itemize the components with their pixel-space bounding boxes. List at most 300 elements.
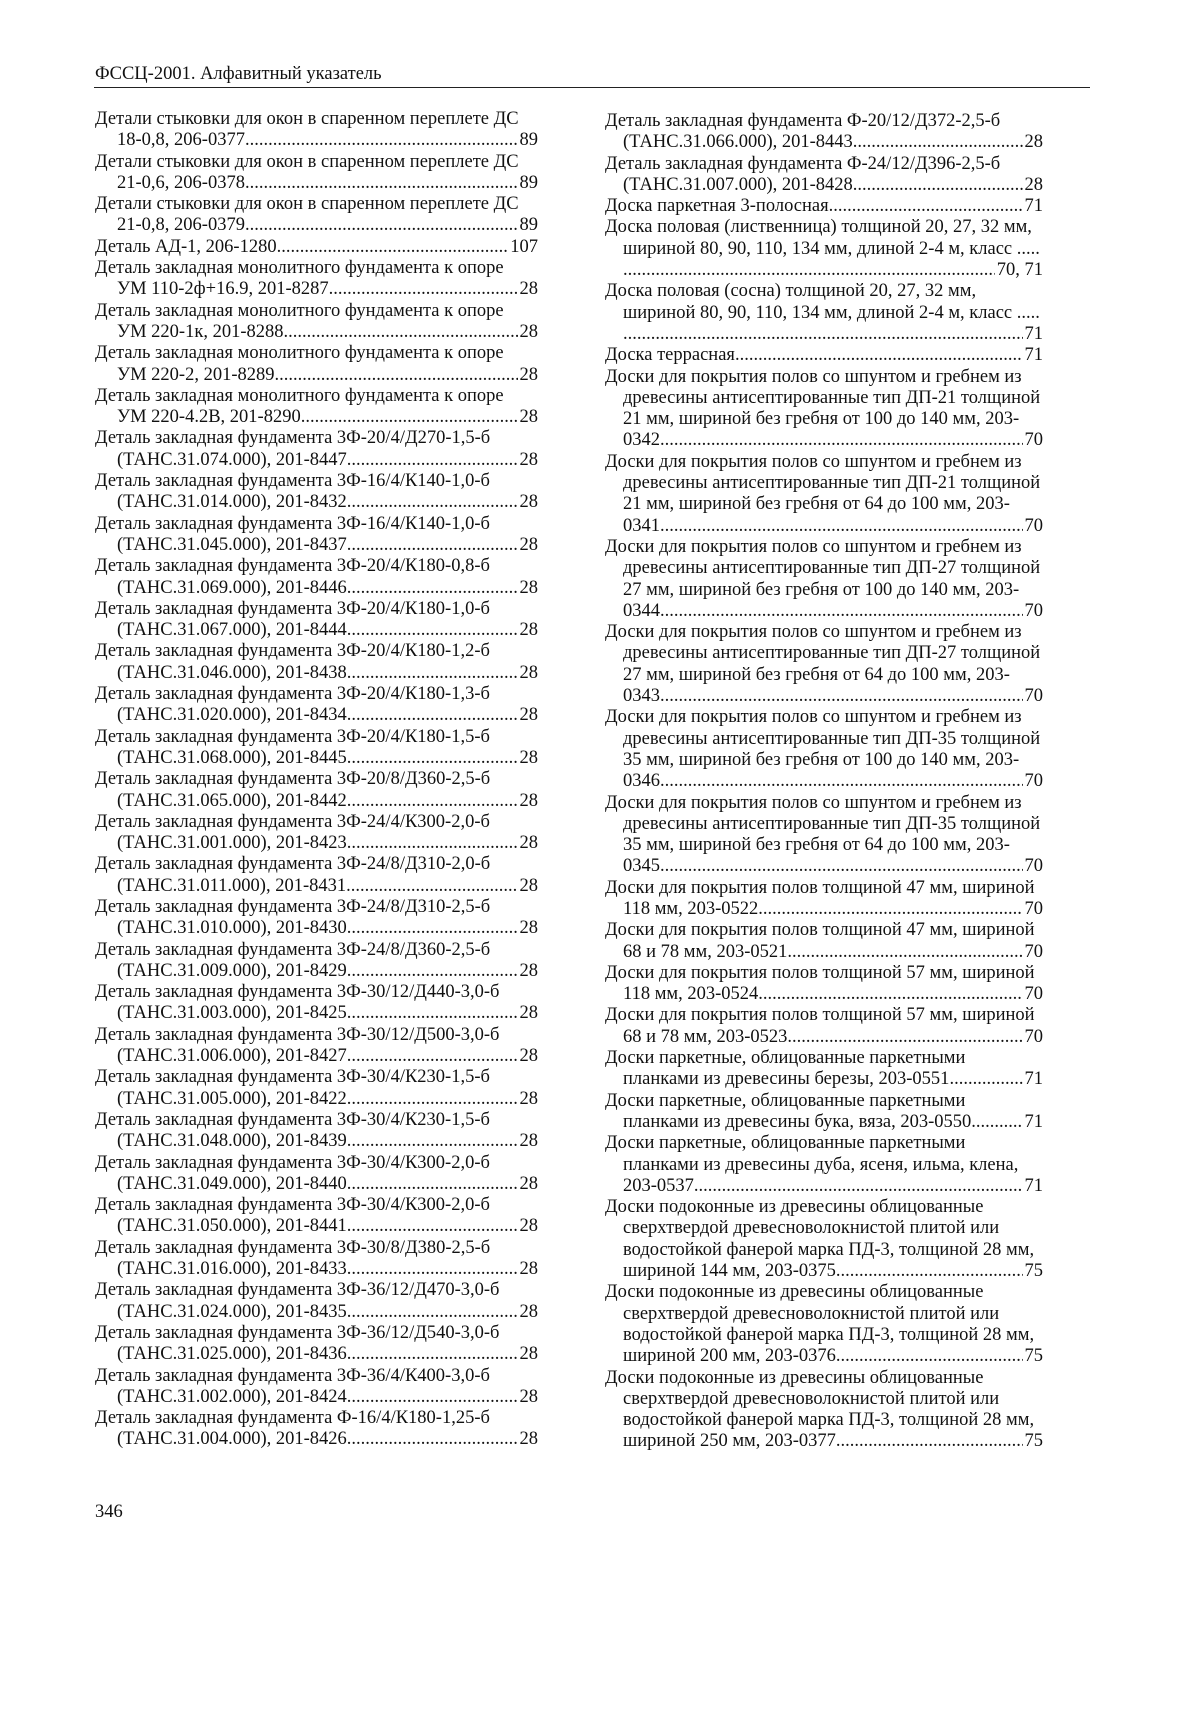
entry-text: водостойкой фанерой марка ПД-3, толщиной 28 мм, — [623, 1410, 1035, 1431]
index-entry — [605, 1005, 1043, 1048]
entry-line — [605, 1304, 1043, 1325]
entry-line — [605, 707, 1043, 728]
entry-line — [95, 599, 538, 620]
index-entry — [95, 897, 538, 940]
page-reference: 28 — [519, 1131, 538, 1152]
entry-text: 27 мм, шириной без гребня от 100 до 140 мм, 203- — [623, 579, 1020, 600]
entry-line — [95, 109, 538, 130]
entry-line — [605, 750, 1043, 771]
page-reference: 28 — [519, 875, 538, 896]
entry-line — [95, 535, 538, 556]
index-entry — [95, 641, 538, 684]
entry-text: (ТАНС.31.004.000), 201-8426 — [117, 1429, 347, 1450]
entry-text: Доска половая (лиственница) толщиной 20, 27, 32 мм, — [605, 217, 1032, 238]
entry-line — [605, 601, 1043, 622]
page-reference: 28 — [519, 833, 538, 854]
dot-leader — [347, 578, 518, 599]
dot-leader — [283, 322, 517, 343]
entry-text: Доски паркетные, облицованные паркетными — [605, 1090, 966, 1111]
entry-text: 21 мм, шириной без гребня от 64 до 100 мм, 203- — [623, 494, 1010, 515]
entry-line — [95, 1025, 538, 1046]
dot-leader — [347, 450, 518, 471]
dot-leader — [836, 1261, 1023, 1282]
index-entry — [605, 622, 1043, 707]
entry-line — [605, 111, 1043, 132]
entry-text: Деталь закладная фундамента 3Ф-36/12/Д540-3,0-б — [95, 1322, 500, 1343]
entry-line — [605, 793, 1043, 814]
page-reference: 71 — [1024, 1175, 1043, 1196]
running-header: ФССЦ-2001. Алфавитный указатель — [95, 64, 382, 84]
page-reference: 28 — [519, 1216, 538, 1237]
entry-text: Деталь закладная монолитного фундамента к опоре — [95, 300, 504, 321]
page-reference: 70 — [1024, 984, 1043, 1005]
entry-line — [95, 471, 538, 492]
entry-text: 0342 — [623, 430, 660, 451]
entry-line — [605, 1325, 1043, 1346]
dot-leader — [346, 876, 517, 897]
entry-line — [605, 856, 1043, 877]
entry-text: Деталь закладная фундамента 3Ф-16/4/К140-1,0-б — [95, 513, 490, 534]
entry-line — [605, 217, 1043, 238]
entry-line — [95, 769, 538, 790]
entry-line — [605, 920, 1043, 941]
entry-text: Деталь закладная фундамента 3Ф-20/4/К180-1,2-б — [95, 641, 490, 662]
entry-text: 0345 — [623, 856, 660, 877]
entry-line — [605, 963, 1043, 984]
entry-line — [95, 428, 538, 449]
dot-leader — [836, 1431, 1023, 1452]
entry-text: (ТАНС.31.046.000), 201-8438 — [117, 662, 347, 683]
entry-line — [95, 748, 538, 769]
entry-line — [605, 409, 1043, 430]
dot-leader — [347, 748, 518, 769]
entry-line — [95, 1216, 538, 1237]
dot-leader — [347, 791, 518, 812]
dot-leader — [275, 365, 518, 386]
entry-line — [95, 940, 538, 961]
entry-line — [95, 812, 538, 833]
index-entry — [95, 343, 538, 386]
index-entry — [95, 1195, 538, 1238]
page-reference: 75 — [1024, 1346, 1043, 1367]
entry-line — [95, 1408, 538, 1429]
entry-line — [605, 1176, 1043, 1197]
page-reference: 28 — [519, 1386, 538, 1407]
dot-leader — [245, 215, 518, 236]
entry-text: Деталь АД-1, 206-1280 — [95, 236, 277, 257]
entry-text: (ТАНС.31.048.000), 201-8439 — [117, 1131, 347, 1152]
entry-line — [95, 322, 538, 343]
page-reference: 28 — [519, 1344, 538, 1365]
entry-line — [95, 1003, 538, 1024]
entry-text: планками из древесины бука, вяза, 203-0550 — [623, 1111, 972, 1132]
dot-leader — [660, 601, 1023, 622]
entry-text: Деталь закладная фундамента 3Ф-30/8/Д380-2,5-б — [95, 1237, 491, 1258]
entry-line — [605, 1240, 1043, 1261]
entry-line — [95, 1259, 538, 1280]
index-entry — [95, 428, 538, 471]
entry-text: Доски паркетные, облицованные паркетными — [605, 1133, 966, 1154]
page-reference: 28 — [519, 1429, 538, 1450]
header-rule — [94, 87, 1090, 88]
entry-line — [605, 239, 1043, 260]
dot-leader — [347, 833, 518, 854]
entry-text: Деталь закладная фундамента 3Ф-20/8/Д360-2,5-б — [95, 769, 491, 790]
dot-leader — [347, 1089, 518, 1110]
entry-line — [605, 1368, 1043, 1389]
index-entry — [95, 1280, 538, 1323]
entry-text: 0341 — [623, 515, 660, 536]
entry-line — [605, 1410, 1043, 1431]
index-entry — [95, 152, 538, 195]
entry-line — [605, 345, 1043, 366]
entry-text: шириной 144 мм, 203-0375 — [623, 1261, 836, 1282]
entry-text: Доски для покрытия полов со шпунтом и гребнем из — [605, 792, 1022, 813]
entry-text: (ТАНС.31.003.000), 201-8425 — [117, 1003, 347, 1024]
index-entry — [605, 217, 1043, 281]
entry-line — [95, 1067, 538, 1088]
entry-text: 35 мм, шириной без гребня от 64 до 100 мм, 203- — [623, 835, 1010, 856]
entry-text: Деталь закладная фундамента 3Ф-36/12/Д470-3,0-б — [95, 1280, 500, 1301]
entry-text: (ТАНС.31.067.000), 201-8444 — [117, 620, 347, 641]
index-entry — [605, 1282, 1043, 1367]
entry-line — [605, 324, 1043, 345]
index-entry — [95, 514, 538, 557]
dot-leader — [347, 1003, 518, 1024]
entry-text: Детали стыковки для окон в спаренном переплете ДС — [95, 109, 519, 129]
entry-text: (ТАНС.31.069.000), 201-8446 — [117, 577, 347, 598]
entry-line — [95, 237, 538, 258]
entry-line — [605, 452, 1043, 473]
dot-leader — [787, 942, 1022, 963]
entry-line — [605, 1069, 1043, 1090]
entry-line — [95, 450, 538, 471]
entry-text: Деталь закладная фундамента 3Ф-30/4/К230-1,5-б — [95, 1067, 490, 1088]
page-reference: 28 — [519, 449, 538, 470]
entry-line — [605, 303, 1043, 324]
index-entry — [95, 1153, 538, 1196]
entry-text: (ТАНС.31.016.000), 201-8433 — [117, 1259, 347, 1280]
entry-text: сверхтвердой древесноволокнистой плитой или — [623, 1218, 1000, 1239]
dot-leader — [347, 705, 518, 726]
entry-line — [95, 876, 538, 897]
entry-line — [95, 130, 538, 151]
entry-text: Деталь закладная фундамента 3Ф-30/12/Д500-3,0-б — [95, 1024, 500, 1045]
entry-line — [605, 1112, 1043, 1133]
entry-text: УМ 220-2, 201-8289 — [117, 364, 275, 385]
index-entry — [95, 854, 538, 897]
entry-line — [95, 897, 538, 918]
index-entry — [95, 258, 538, 301]
entry-text: (ТАНС.31.024.000), 201-8435 — [117, 1301, 347, 1322]
index-entry — [95, 727, 538, 770]
page-reference: 70 — [1024, 430, 1043, 451]
entry-line — [95, 1429, 538, 1450]
entry-line — [95, 727, 538, 748]
entry-line — [95, 556, 538, 577]
entry-text: Деталь закладная фундамента Ф-16/4/К180-1,25-б — [95, 1408, 490, 1429]
entry-line — [605, 1389, 1043, 1410]
dot-leader — [623, 260, 995, 281]
entry-text: Деталь закладная фундамента 3Ф-24/4/К300-2,0-б — [95, 811, 490, 832]
entry-text: Доска половая (сосна) толщиной 20, 27, 32 мм, — [605, 281, 977, 302]
entry-text: 118 мм, 203-0524 — [623, 984, 759, 1005]
entry-line — [95, 1387, 538, 1408]
entry-text: шириной 80, 90, 110, 134 мм, длиной 2-4 м, класс ..... — [623, 302, 1040, 323]
entry-line — [605, 516, 1043, 537]
entry-text: 18-0,8, 206-0377 — [117, 130, 245, 151]
entry-text: Деталь закладная фундамента 3Ф-20/4/К180-1,5-б — [95, 726, 490, 747]
entry-line — [605, 1155, 1043, 1176]
index-entry — [95, 1025, 538, 1068]
entry-line — [95, 407, 538, 428]
entry-line — [605, 729, 1043, 750]
entry-text: древесины антисептированные тип ДП-35 толщиной — [623, 813, 1041, 834]
entry-text: 118 мм, 203-0522 — [623, 898, 759, 919]
entry-text: 27 мм, шириной без гребня от 64 до 100 мм, 203- — [623, 664, 1010, 685]
entry-line — [605, 175, 1043, 196]
entry-text: (ТАНС.31.009.000), 201-8429 — [117, 960, 347, 981]
entry-text: (ТАНС.31.045.000), 201-8437 — [117, 534, 347, 555]
page-reference: 70 — [1024, 515, 1043, 536]
page-reference: 28 — [519, 577, 538, 598]
page-reference: 28 — [519, 492, 538, 513]
dot-leader — [347, 1387, 518, 1408]
entry-line — [605, 260, 1043, 281]
entry-text: 21 мм, шириной без гребня от 100 до 140 мм, 203- — [623, 409, 1020, 430]
entry-line — [95, 1046, 538, 1067]
entry-text: (ТАНС.31.006.000), 201-8427 — [117, 1046, 347, 1067]
entry-line — [95, 258, 538, 279]
dot-leader — [787, 1027, 1022, 1048]
entry-line — [605, 473, 1043, 494]
dot-leader — [949, 1069, 1022, 1090]
entry-text: (ТАНС.31.020.000), 201-8434 — [117, 705, 347, 726]
entry-line — [605, 942, 1043, 963]
page-reference: 28 — [519, 1046, 538, 1067]
index-entry — [605, 920, 1043, 963]
entry-text: (ТАНС.31.025.000), 201-8436 — [117, 1344, 347, 1365]
page-reference: 71 — [1024, 1111, 1043, 1132]
entry-text: Детали стыковки для окон в спаренном переплете ДС — [95, 194, 519, 215]
page-reference: 71 — [1024, 196, 1043, 217]
entry-text: (ТАНС.31.065.000), 201-8442 — [117, 790, 347, 811]
entry-line — [605, 665, 1043, 686]
dot-leader — [971, 1112, 1022, 1133]
entry-text: Доски для покрытия полов толщиной 47 мм, шириной — [605, 877, 1035, 898]
page-reference: 28 — [519, 620, 538, 641]
page-reference: 28 — [519, 1088, 538, 1109]
page-reference: 28 — [519, 1003, 538, 1024]
page-reference: 89 — [519, 130, 538, 151]
entry-line — [605, 622, 1043, 643]
entry-line — [95, 705, 538, 726]
entry-text: Доски подоконные из древесины облицованные — [605, 1367, 984, 1388]
index-entry — [95, 194, 538, 237]
page-reference: 28 — [1024, 174, 1043, 195]
entry-line — [605, 1197, 1043, 1218]
dot-leader — [347, 1131, 518, 1152]
entry-text: планками из древесины дуба, ясеня, ильма, клена, — [623, 1154, 1019, 1175]
dot-leader — [660, 856, 1023, 877]
entry-line — [95, 1174, 538, 1195]
entry-line — [95, 578, 538, 599]
entry-text: древесины антисептированные тип ДП-21 толщиной — [623, 473, 1041, 494]
index-entry — [95, 301, 538, 344]
entry-text: Деталь закладная фундамента 3Ф-20/4/К180-1,3-б — [95, 684, 490, 705]
entry-text: Деталь закладная фундамента 3Ф-30/4/К230-1,5-б — [95, 1109, 490, 1130]
entry-line — [95, 194, 538, 215]
index-entry — [95, 812, 538, 855]
entry-text: Деталь закладная фундамента 3Ф-24/8/Д360-2,5-б — [95, 939, 491, 960]
index-entry — [605, 963, 1043, 1006]
index-entry — [605, 878, 1043, 921]
entry-text: 21-0,6, 206-0378 — [117, 172, 245, 193]
index-entry — [605, 367, 1043, 452]
entry-line — [95, 1195, 538, 1216]
index-entry — [95, 556, 538, 599]
entry-line — [95, 1366, 538, 1387]
entry-line — [95, 1131, 538, 1152]
entry-text: Деталь закладная фундамента Ф-24/12/Д396-2,5-б — [605, 153, 1001, 174]
entry-text: 21-0,8, 206-0379 — [117, 215, 245, 236]
entry-text: Деталь закладная фундамента 3Ф-30/12/Д440-3,0-б — [95, 982, 500, 1003]
page-reference: 71 — [1024, 345, 1043, 366]
entry-text: Деталь закладная фундамента 3Ф-36/4/К400-3,0-б — [95, 1365, 490, 1386]
entry-text: (ТАНС.31.010.000), 201-8430 — [117, 918, 347, 939]
entry-text: (ТАНС.31.049.000), 201-8440 — [117, 1173, 347, 1194]
page-reference: 71 — [1024, 323, 1043, 344]
page-number: 346 — [95, 1502, 123, 1522]
entry-line — [605, 984, 1043, 1005]
entry-text: (ТАНС.31.011.000), 201-8431 — [117, 875, 347, 896]
dot-leader — [329, 279, 518, 300]
index-entry — [95, 386, 538, 429]
entry-line — [95, 173, 538, 194]
dot-leader — [623, 324, 1023, 345]
entry-line — [95, 1302, 538, 1323]
entry-text: Деталь закладная фундамента 3Ф-24/8/Д310-2,0-б — [95, 854, 491, 875]
index-entry — [605, 1133, 1043, 1197]
entry-line — [605, 367, 1043, 388]
index-entry — [605, 111, 1043, 154]
index-entry — [95, 1067, 538, 1110]
index-entry — [95, 1408, 538, 1451]
entry-text: Деталь закладная фундамента 3Ф-20/4/К180-1,0-б — [95, 598, 490, 619]
dot-leader — [836, 1346, 1023, 1367]
page-reference: 28 — [519, 960, 538, 981]
entry-text: шириной 250 мм, 203-0377 — [623, 1431, 836, 1452]
dot-leader — [758, 899, 1022, 920]
entry-text: сверхтвердой древесноволокнистой плитой или — [623, 1303, 1000, 1324]
entry-line — [95, 1323, 538, 1344]
entry-line — [95, 215, 538, 236]
page-reference: 28 — [519, 747, 538, 768]
page-reference: 75 — [1024, 1431, 1043, 1452]
index-entry — [95, 599, 538, 642]
entry-line — [95, 514, 538, 535]
dot-leader — [347, 492, 518, 513]
index-entry — [95, 1238, 538, 1281]
entry-line — [95, 152, 538, 173]
index-entry — [605, 1368, 1043, 1453]
entry-text: Доски для покрытия полов толщиной 57 мм, шириной — [605, 962, 1035, 983]
dot-leader — [347, 918, 518, 939]
entry-text: (ТАНС.31.002.000), 201-8424 — [117, 1386, 347, 1407]
entry-line — [605, 558, 1043, 579]
entry-line — [605, 1048, 1043, 1069]
entry-line — [605, 1218, 1043, 1239]
index-entry — [95, 940, 538, 983]
entry-text: шириной 200 мм, 203-0376 — [623, 1346, 836, 1367]
entry-text: 0344 — [623, 600, 660, 621]
dot-leader — [347, 1302, 518, 1323]
entry-text: древесины антисептированные тип ДП-27 толщиной — [623, 643, 1041, 664]
page-reference: 28 — [519, 1259, 538, 1280]
entry-line — [605, 1005, 1043, 1026]
page-reference: 28 — [519, 534, 538, 555]
entry-text: Доски паркетные, облицованные паркетными — [605, 1048, 966, 1069]
entry-text: Доска террасная — [605, 345, 735, 366]
entry-text: Доски для покрытия полов толщиной 47 мм, шириной — [605, 920, 1035, 941]
dot-leader — [277, 237, 509, 258]
page-reference: 28 — [519, 407, 538, 428]
entry-line — [95, 918, 538, 939]
dot-leader — [347, 620, 518, 641]
entry-line — [605, 1431, 1043, 1452]
entry-line — [95, 1238, 538, 1259]
entry-text: УМ 220-4.2В, 201-8290 — [117, 407, 301, 428]
entry-text: Деталь закладная монолитного фундамента к опоре — [95, 343, 504, 364]
dot-leader — [347, 1344, 518, 1365]
page-reference: 70 — [1024, 771, 1043, 792]
entry-line — [95, 1153, 538, 1174]
dot-leader — [347, 1174, 518, 1195]
entry-line — [605, 494, 1043, 515]
page-reference: 70 — [1024, 898, 1043, 919]
index-entry — [95, 109, 538, 152]
entry-line — [95, 641, 538, 662]
entry-text: 68 и 78 мм, 203-0521 — [623, 941, 788, 962]
page-reference: 28 — [1024, 132, 1043, 153]
index-entry — [605, 281, 1043, 345]
index-entry — [95, 1366, 538, 1409]
entry-text: (ТАНС.31.066.000), 201-8443 — [623, 132, 853, 153]
entry-line — [605, 771, 1043, 792]
index-entry — [95, 471, 538, 514]
page-reference: 70 — [1024, 941, 1043, 962]
entry-text: шириной 80, 90, 110, 134 мм, длиной 2-4 м, класс ..... — [623, 238, 1040, 259]
entry-line — [605, 1133, 1043, 1154]
dot-leader — [660, 516, 1023, 537]
page-reference: 28 — [519, 279, 538, 300]
entry-line — [95, 833, 538, 854]
entry-line — [605, 537, 1043, 558]
entry-text: УМ 220-1к, 201-8288 — [117, 321, 284, 342]
entry-text: Деталь закладная фундамента 3Ф-20/4/К180-0,8-б — [95, 556, 490, 577]
entry-line — [605, 196, 1043, 217]
page-reference: 71 — [1024, 1069, 1043, 1090]
dot-leader — [301, 407, 518, 428]
page-reference: 107 — [510, 236, 538, 257]
entry-text: (ТАНС.31.068.000), 201-8445 — [117, 747, 347, 768]
page-reference: 28 — [519, 1173, 538, 1194]
index-entry — [95, 684, 538, 727]
entry-text: Деталь закладная монолитного фундамента к опоре — [95, 258, 504, 279]
index-entry — [95, 769, 538, 812]
entry-line — [605, 878, 1043, 899]
entry-text: древесины антисептированные тип ДП-35 толщиной — [623, 728, 1041, 749]
